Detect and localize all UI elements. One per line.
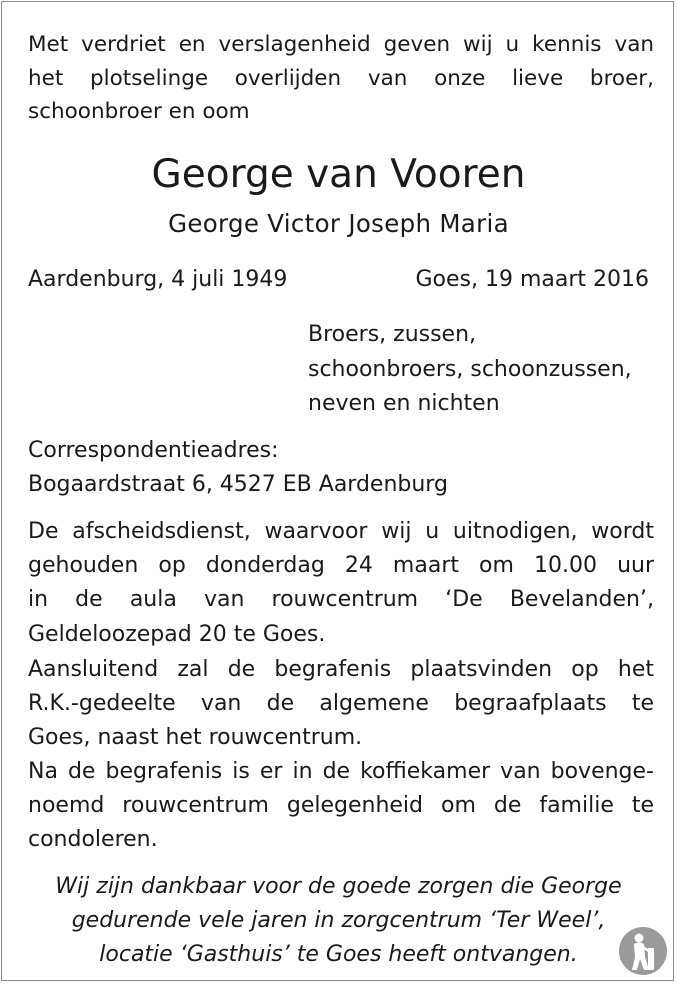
birth-place-date: Aardenburg, 4 juli 1949 <box>28 267 288 292</box>
family-line: schoonbroers, schoonzussen, <box>308 357 632 382</box>
intro-line: Met verdriet en verslagenheid geven wij u kennis van <box>28 32 654 57</box>
coffee-line: Na de begrafenis is er in de koffiekamer van bovenge- <box>28 759 654 784</box>
given-names: George Victor Joseph Maria <box>168 209 509 238</box>
family-line: Broers, zussen, <box>308 322 477 347</box>
service-line: Geldeloozepad 20 te Goes. <box>28 622 326 647</box>
notice-frame <box>1 1 674 981</box>
death-place-date: Goes, 19 maart 2016 <box>415 267 649 292</box>
service-line: gehouden op donderdag 24 maart om 10.00 uur <box>28 553 654 578</box>
intro-line: schoonbroer en oom <box>28 99 250 124</box>
service-line: in de aula van rouwcentrum ‘De Bevelanden’, <box>28 587 654 612</box>
thanks-line: Wij zijn dankbaar voor de goede zorgen die George <box>55 874 622 899</box>
coffee-line: noemd rouwcentrum gelegenheid om de familie te <box>28 793 654 818</box>
service-line: De afscheidsdienst, waarvoor wij u uitnodigen, wordt <box>28 519 654 544</box>
family-line: neven en nichten <box>308 391 500 416</box>
correspondence-address: Bogaardstraat 6, 4527 EB Aardenburg <box>28 472 448 497</box>
burial-line: R.K.-gedeelte van de algemene begraafplaats te <box>28 691 654 716</box>
burial-line: Aansluitend zal de begrafenis plaatsvinden op het <box>28 657 654 682</box>
coffee-line: condoleren. <box>28 827 158 852</box>
deceased-name: George van Vooren <box>151 152 526 197</box>
burial-line: Goes, naast het rouwcentrum. <box>28 725 363 750</box>
mourning-figure-icon <box>618 926 668 976</box>
thanks-line: locatie ‘Gasthuis’ te Goes heeft ontvangen. <box>99 942 578 967</box>
thanks-line: gedurende vele jaren in zorgcentrum ‘Ter Weel’, <box>71 908 606 933</box>
intro-line: het plotselinge overlijden van onze lieve broer, <box>28 66 654 91</box>
correspondence-label: Correspondentieadres: <box>28 438 279 463</box>
